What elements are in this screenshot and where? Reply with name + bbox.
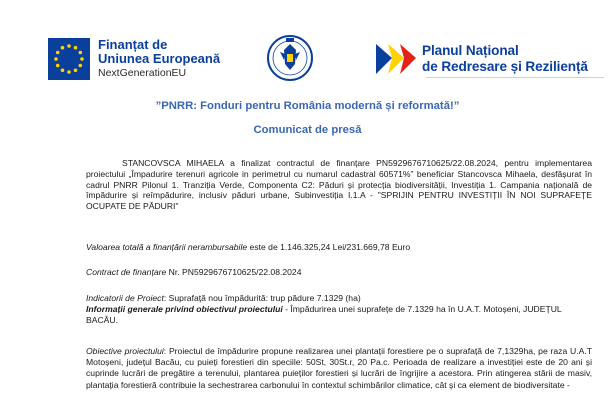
eu-line-3: NextGenerationEU bbox=[98, 67, 187, 79]
header-logos bbox=[0, 0, 615, 95]
intro-paragraph bbox=[86, 158, 592, 212]
project-objective bbox=[86, 346, 592, 391]
indicators-value: : Suprafață nou împădurită: trup pădure 7.1329 (ha) bbox=[163, 293, 361, 303]
divider bbox=[426, 77, 604, 78]
objective-value: : Proiectul de împădurire propune realizarea unei plantații forestiere pe o suprafață de 7,1329ha, pe raza U.A.T Motoșeni, județul Bacău, cu puieți forestieri din speciile: 50St, 30St.r, 20 Pa.c. Perioada de realizare a investiției este de 20 ani și cuprinde lucrări de pregătire a terenului, plantarea puieților forestieri și lucrări de îngrijire a acestora. Prin atingerea stării de masiv, plantația forestieră contribuie la sechestrarea carbonului în contextul schimbărilor climatice, cât și ca element de biodiversitate - bbox=[86, 346, 592, 390]
romanian-government-crest-icon bbox=[266, 30, 314, 86]
pnrr-line-2: de Redresare și Reziliență bbox=[422, 59, 588, 74]
paragraph-1: STANCOVSCA MIHAELA a finalizat contractul de finanțare PN5929676710625/22.08.2024, pentru implementarea proiectului „Împadurire terenuri agricole in perimetrul cu numarul cadastral 60571%” beneficiar Stancovsca Mihaela, desfășurat în cadrul PNRR Pilonul 1. Tranziția Verde, Componenta C2: Păduri și protecția biodiversității, Investiția 1. Campania națională de împădurire și reîmpădurire, inclusiv păduri urbane, Subinvestiția I.1.A - "SPRIJIN PENTRU INVESTIȚII ÎN NOI SUPRAFEȚE OCUPATE DE PĂDURI" bbox=[86, 158, 592, 212]
pnrr-mark-icon bbox=[372, 40, 418, 78]
contract-label: Contract de finanțare bbox=[86, 267, 167, 277]
eu-line-2: Uniunea Europeană bbox=[98, 51, 221, 66]
total-label: Valoarea totală a finanțării nerambursabile bbox=[86, 242, 248, 252]
financing-contract bbox=[86, 267, 302, 277]
communique-title: Comunicat de presă bbox=[253, 124, 362, 136]
slogan-title: ”PNRR: Fonduri pentru România modernă și reformată!” bbox=[155, 100, 460, 112]
pnrr-logo bbox=[372, 40, 588, 78]
project-indicators bbox=[86, 293, 592, 325]
pnrr-line-1: Planul Național bbox=[422, 43, 519, 58]
indicators-label: Indicatorii de Proiect bbox=[86, 293, 164, 303]
eu-line-1: Finanțat de bbox=[98, 37, 168, 52]
total-value: este de 1.146.325,24 Lei/231.669,78 Euro bbox=[247, 242, 411, 252]
eu-funding-logo bbox=[48, 38, 220, 80]
total-financing bbox=[86, 242, 410, 252]
contract-value: Nr. PN5929676710625/22.08.2024 bbox=[166, 267, 302, 277]
general-info-value: - Împădurirea unei suprafețe de 7.1329 ha în U.A.T. Motoșeni, JUDEȚUL BACĂU. bbox=[86, 303, 562, 325]
objective-label: Obiective proiectului bbox=[86, 346, 164, 356]
general-info-label: Informații generale privind obiectivul proiectului bbox=[86, 303, 283, 314]
eu-flag-icon bbox=[48, 38, 90, 80]
